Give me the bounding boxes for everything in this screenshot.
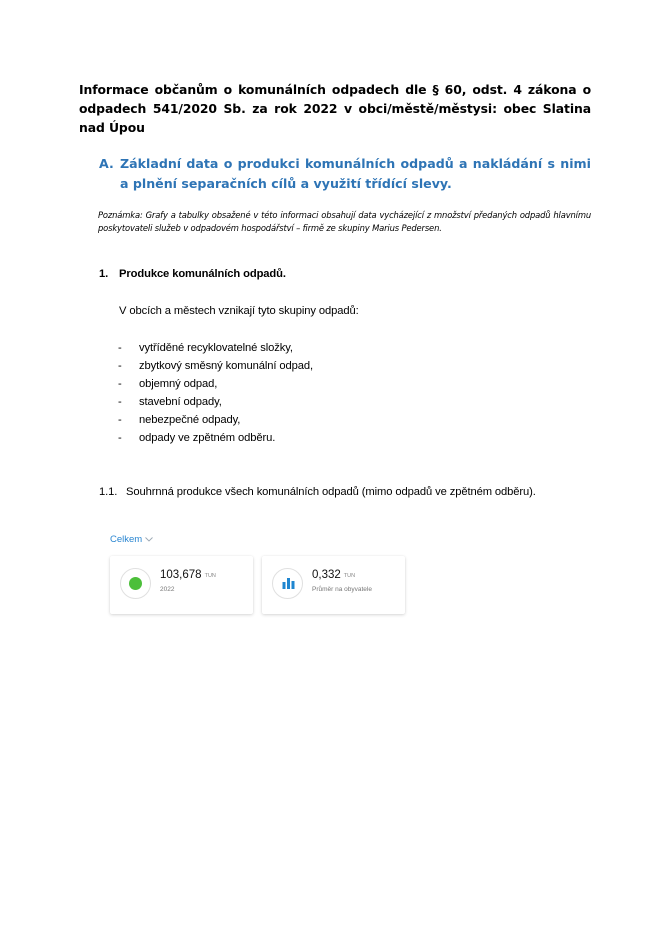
note-paragraph: Poznámka: Grafy a tabulky obsažené v této informaci obsahují data vycházející z množství předaných odpadů hlavnímu poskytovateli služeb v odpadovém hospodářství – firmě ze skupiny Marius Pedersen.	[98, 210, 591, 233]
icon-circle	[272, 568, 303, 599]
list-item	[118, 377, 313, 395]
icon-circle	[120, 568, 151, 599]
chevron-down-icon	[145, 537, 153, 542]
document-title: Informace občanům o komunálních odpadech dle § 60, odst. 4 zákona o odpadech 541/2020 Sb. za rok 2022 v obci/městě/městysi: obec Slatina nad Úpou	[79, 82, 591, 135]
card-unit: TUN	[343, 573, 356, 579]
total-production-card	[110, 556, 253, 614]
list-dash: -	[118, 414, 122, 426]
per-capita-card	[262, 556, 405, 614]
list-dash: -	[118, 378, 122, 390]
list-item	[118, 341, 313, 359]
card-unit: TUN	[204, 573, 216, 579]
section-a-text: Základní data o produkci komunálních odpadů a nakládání s nimi a plnění separačních cílů a využití třídící slevy.	[120, 156, 591, 191]
total-filter-dropdown[interactable]	[110, 534, 153, 545]
list-item-text: objemný odpad,	[139, 378, 218, 390]
list-item	[118, 431, 313, 449]
section-a-marker: A.	[99, 156, 114, 171]
list-item	[118, 395, 313, 413]
section-1-1-number: 1.1.	[99, 486, 118, 498]
section-1-title: Produkce komunálních odpadů.	[119, 268, 286, 280]
list-item-text: stavební odpady,	[139, 396, 222, 408]
section-1-heading	[99, 268, 286, 280]
bar-chart-icon	[282, 578, 295, 589]
list-item	[118, 359, 313, 377]
card-value: 0,332	[312, 569, 341, 581]
section-a-heading	[99, 154, 591, 193]
list-item-text: vytříděné recyklovatelné složky,	[139, 342, 293, 354]
list-item-text: odpady ve zpětném odběru.	[139, 432, 276, 444]
card-label: Průměr na obyvatele	[312, 586, 372, 593]
per-capita-value	[312, 569, 355, 581]
list-item-text: zbytkový směsný komunální odpad,	[139, 360, 314, 372]
green-dot-icon	[129, 577, 142, 590]
waste-groups-list	[118, 341, 313, 449]
list-dash: -	[118, 432, 122, 444]
section-1-1-title: Souhrnná produkce všech komunálních odpadů (mimo odpadů ve zpětném odběru).	[126, 486, 536, 498]
filter-label: Celkem	[110, 534, 143, 545]
total-production-value	[160, 569, 216, 581]
section-1-1-heading	[99, 484, 569, 501]
section-1-number: 1.	[99, 268, 109, 280]
list-item-text: nebezpečné odpady,	[139, 414, 241, 426]
list-dash: -	[118, 360, 122, 372]
list-item	[118, 413, 313, 431]
section-1-intro: V obcích a městech vznikají tyto skupiny odpadů:	[119, 305, 359, 317]
card-value: 103,678	[160, 569, 202, 581]
list-dash: -	[118, 396, 122, 408]
list-dash: -	[118, 342, 122, 354]
card-label: 2022	[160, 586, 175, 593]
